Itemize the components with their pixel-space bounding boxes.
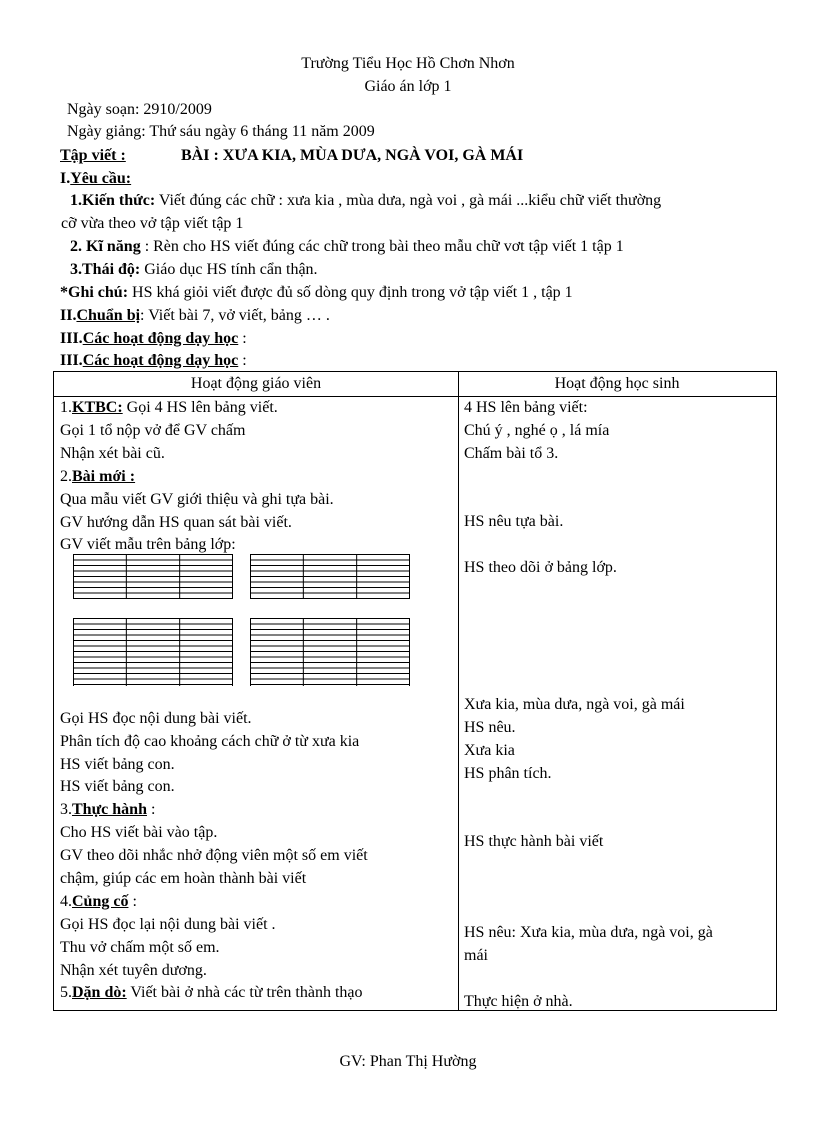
teacher-row-20: 5.Dặn dò: Viết bài ở nhà các từ trên thành thạo [60,984,363,1001]
student-row-12: mái [464,947,488,964]
student-row-4: HS nêu tựa bài. [464,513,564,530]
activities-table [53,371,777,1011]
lesson-title: BÀI : XƯA KIA, MÙA DƯA, NGÀ VOI, GÀ MÁI [181,147,524,164]
student-row-2: Chú ý , nghé ọ , lá mía [464,422,610,439]
student-row-7: HS nêu. [464,719,516,736]
teacher-row-2: Gọi 1 tổ nộp vở để GV chấm [60,422,246,439]
student-row-5: HS theo dõi ở bảng lớp. [464,559,617,576]
writing-grid-4 [250,618,410,686]
activities-heading-repeat: III.Các hoạt động dạy học : [60,352,247,369]
teacher-row-5: Qua mẫu viết GV giới thiệu và ghi tựa bài. [60,491,334,508]
teacher-row-9: Phân tích độ cao khoảng cách chữ ở từ xưa kia [60,733,360,750]
student-row-11: HS nêu: Xưa kia, mùa dưa, ngà voi, gà [464,924,713,941]
student-row-8: Xưa kia [464,742,515,759]
column-divider [458,372,459,1010]
teacher-row-7: GV viết mẫu trên bảng lớp: [60,536,236,553]
teacher-signature: GV: Phan Thị Hường [339,1053,477,1070]
subject-label: Tập viết : [60,147,126,164]
writing-grid-2 [250,554,410,599]
knowledge-line: 1.Kiến thức: Viết đúng các chữ : xưa kia , mùa dưa, ngà voi , gà mái ...kiểu chữ viết thường [70,192,662,209]
col-header-student: Hoạt động học sinh [554,375,680,392]
teacher-row-15: chậm, giúp các em hoàn thành bài viết [60,870,307,887]
grid-lines [73,618,233,686]
teacher-row-12: 3.Thực hành : [60,801,156,818]
teacher-row-1: 1.KTBC: Gọi 4 HS lên bảng viết. [60,399,278,416]
attitude-line: 3.Thái độ: Giáo dục HS tính cẩn thận. [70,261,318,278]
student-row-10: HS thực hành bài viết [464,833,604,850]
skill-line: 2. Kĩ năng : Rèn cho HS viết đúng các chữ trong bài theo mẫu chữ vơt tập viết 1 tập 1 [70,238,624,255]
writing-grid-3 [73,618,233,686]
teacher-row-4: 2.Bài mới : [60,468,136,485]
teacher-row-18: Thu vở chấm một số em. [60,939,220,956]
teacher-row-3: Nhận xét bài cũ. [60,445,165,462]
school-name: Trường Tiểu Học Hồ Chơn Nhơn [301,55,515,72]
teacher-row-17: Gọi HS đọc lại nội dung bài viết . [60,916,276,933]
col-header-teacher: Hoạt động giáo viên [190,375,322,392]
student-row-3: Chấm bài tổ 3. [464,445,559,462]
header-divider [54,396,776,397]
note-line: *Ghi chú: HS khá giỏi viết được đủ số dòng quy định trong vở tập viết 1 , tập 1 [60,284,573,301]
teacher-row-14: GV theo dõi nhắc nhở động viên một số em viết [60,847,368,864]
teacher-row-16: 4.Củng cố : [60,893,137,910]
teacher-row-13: Cho HS viết bài vào tập. [60,824,218,841]
requirements-heading: I.Yêu cầu: [60,170,132,187]
student-row-1: 4 HS lên bảng viết: [464,399,588,416]
writing-grid-1 [73,554,233,599]
teach-date: Ngày giảng: Thứ sáu ngày 6 tháng 11 năm 2009 [67,123,375,140]
student-row-9: HS phân tích. [464,765,552,782]
grid-lines [73,554,233,599]
preparation-line: II.Chuẩn bị: Viết bài 7, vở viết, bảng … . [60,307,330,324]
teacher-row-6: GV hướng dẫn HS quan sát bài viết. [60,514,292,531]
teacher-row-11: HS viết bảng con. [60,778,175,795]
grid-lines [250,618,410,686]
teacher-row-19: Nhận xét tuyên dương. [60,962,207,979]
knowledge-line-2: cỡ vừa theo vở tập viết tập 1 [61,215,244,232]
grid-lines [250,554,410,599]
prep-date: Ngày soạn: 2910/2009 [67,101,212,118]
class-subtitle: Giáo án lớp 1 [364,78,452,95]
student-row-13: Thực hiện ở nhà. [464,993,573,1010]
teacher-row-10: HS viết bảng con. [60,756,175,773]
student-row-6: Xưa kia, mùa dưa, ngà voi, gà mái [464,696,685,713]
teacher-row-8: Gọi HS đọc nội dung bài viết. [60,710,252,727]
activities-heading: III.Các hoạt động dạy học : [60,330,247,347]
